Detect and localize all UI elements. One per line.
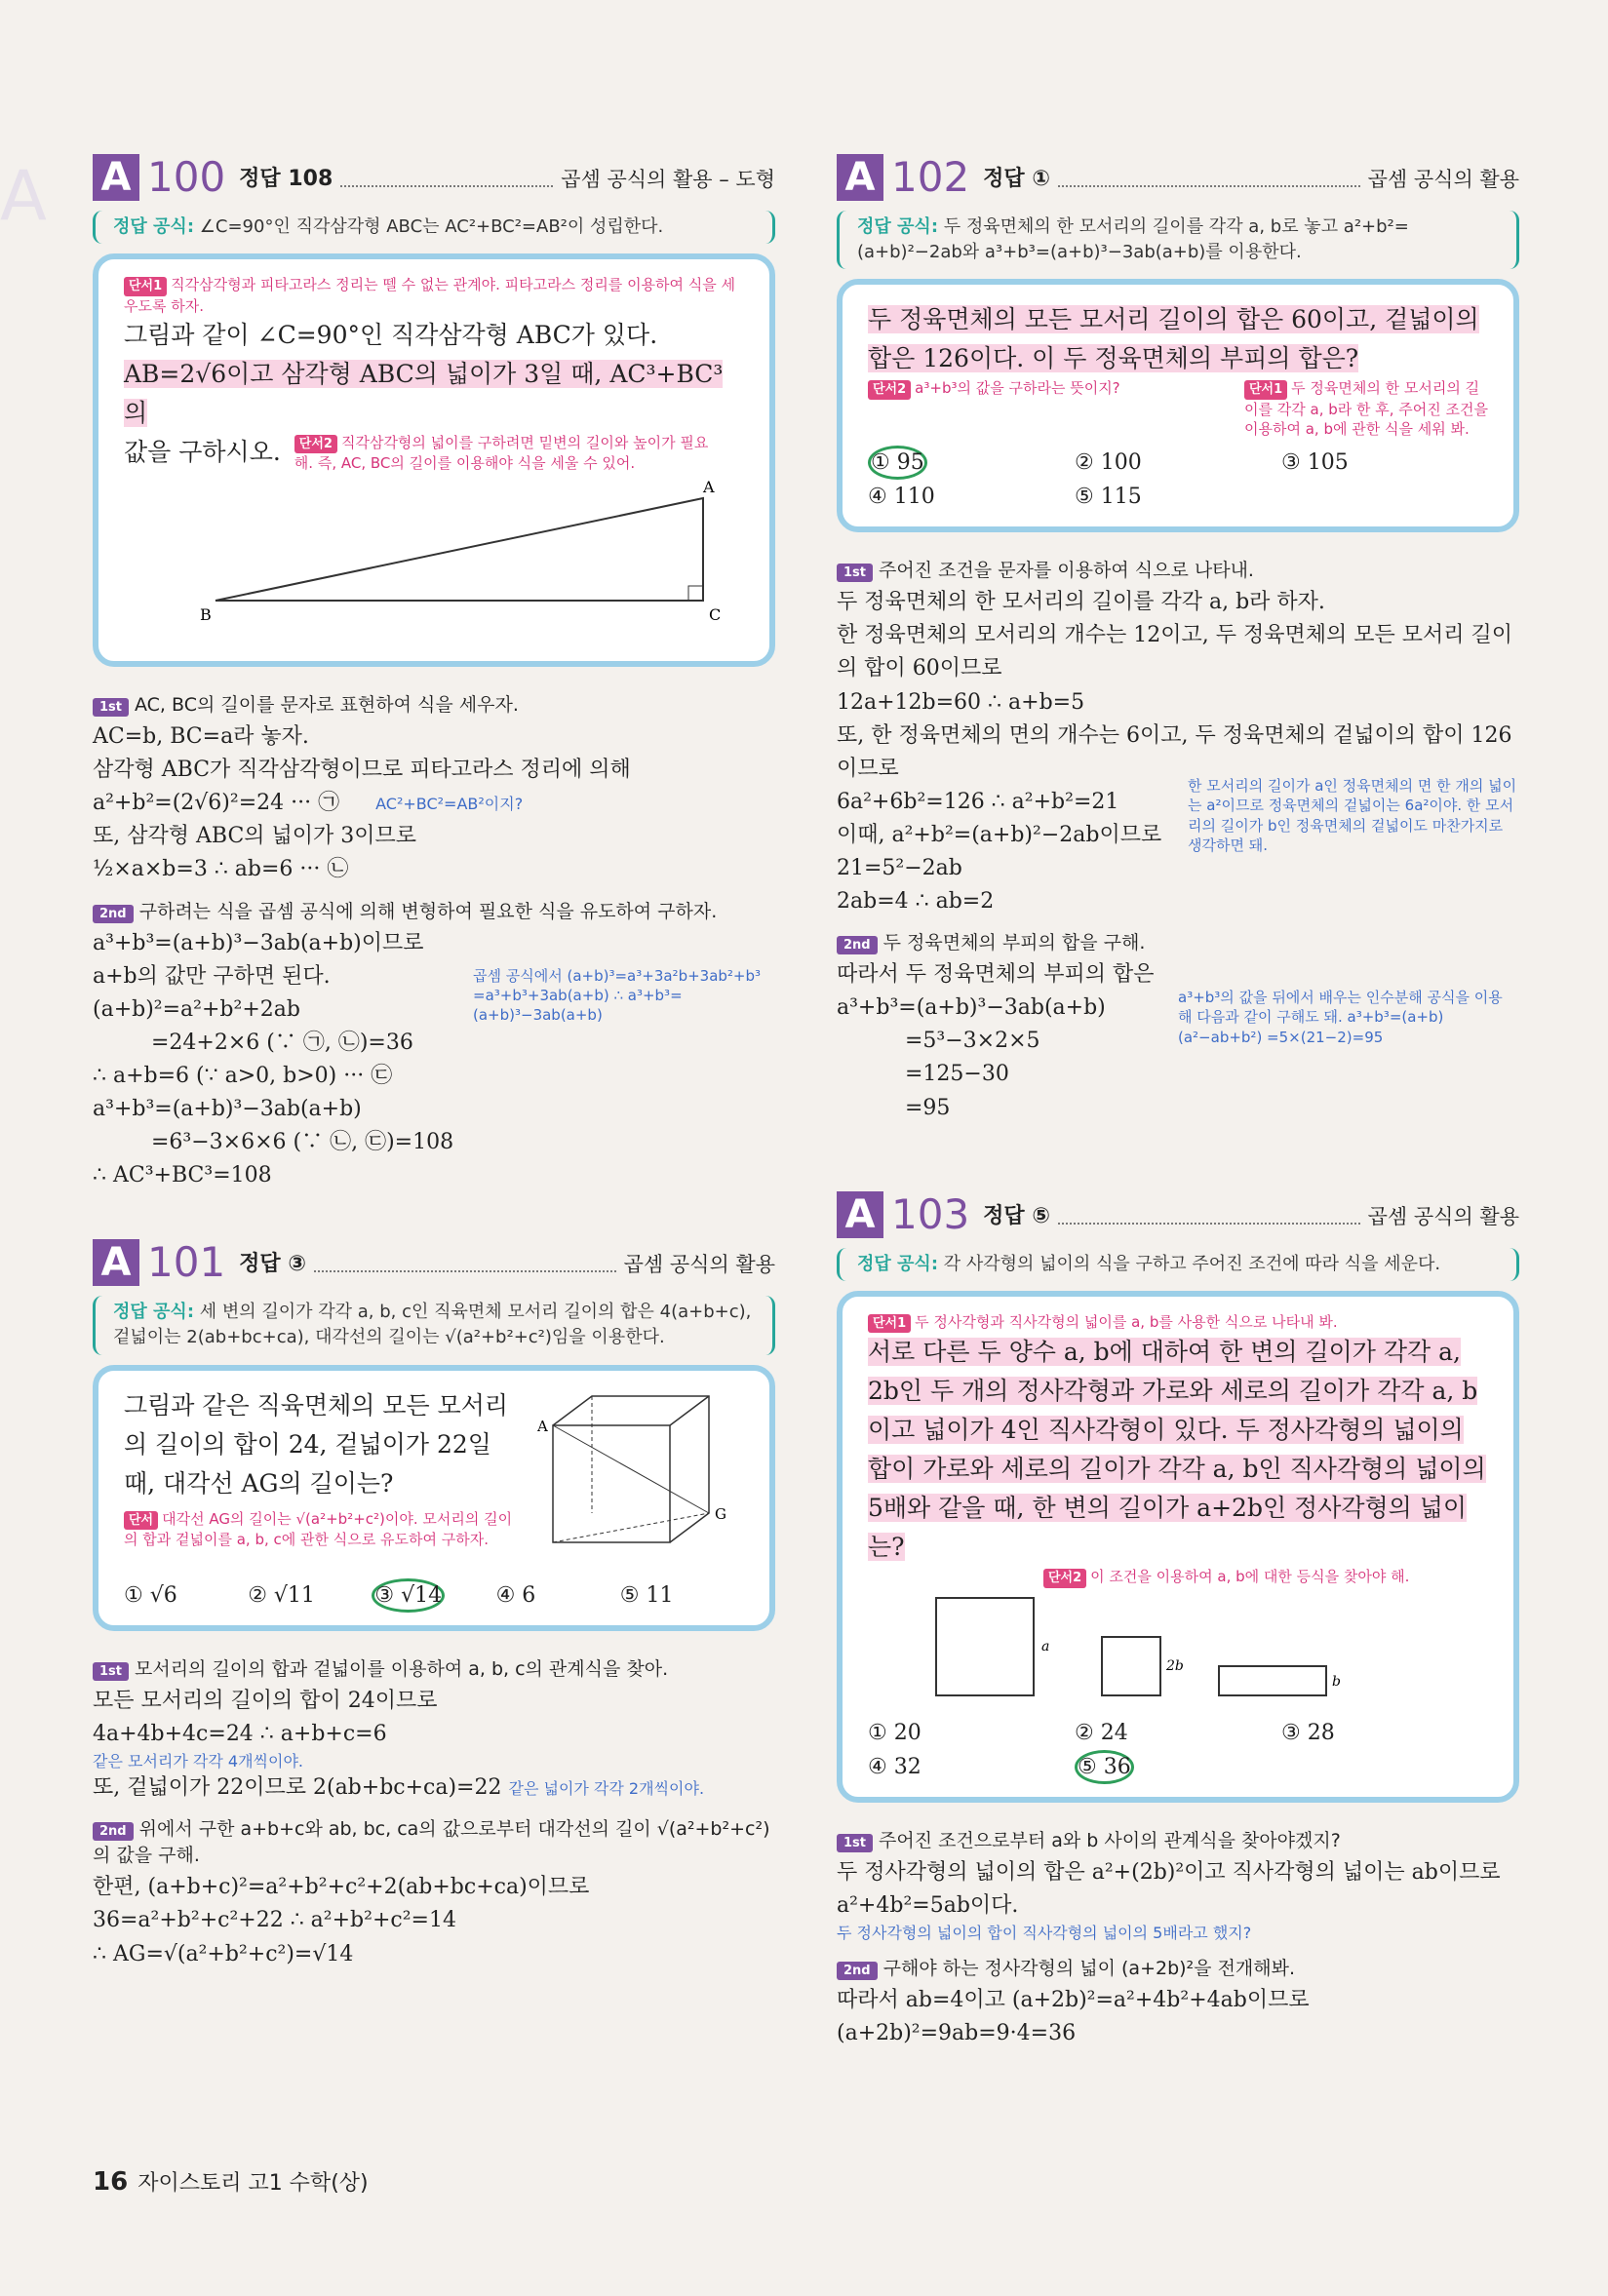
solution-line: =125−30: [905, 1062, 1009, 1087]
solution-line: 또, 삼각형 ABC의 넓이가 3이므로: [93, 824, 417, 849]
hint-tag: 단서2: [294, 435, 337, 454]
choice-list: [868, 448, 1488, 511]
solution-line: 한편, (a+b+c)²=a²+b²+c²+2(ab+bc+ca)이므로: [93, 1875, 590, 1900]
topic-label: 곱셈 공식의 활용 – 도형: [561, 168, 775, 191]
problem-103: [837, 1184, 1519, 2050]
formula-label: 정답 공식:: [113, 216, 195, 237]
label-a: a: [1041, 1638, 1050, 1654]
formula-text: 두 정육면체의 한 모서리의 길이를 각각 a, b로 놓고 a²+b²=(a+b)²−2ab와 a³+b³=(a+b)³−3ab(a+b)를 이용한다.: [857, 216, 1409, 263]
page-number: 16: [93, 2167, 129, 2197]
step-2: [93, 1814, 775, 1867]
choice-1[interactable]: ① √6: [124, 1582, 177, 1608]
solution-line: [93, 1771, 775, 1805]
problem-header: [93, 1231, 775, 1286]
left-column: [93, 146, 775, 2010]
choice-5[interactable]: ⑤ 115: [1075, 485, 1142, 510]
side-note: a³+b³의 값을 뒤에서 배우는 인수분해 공식을 이용해 다음과 같이 구해도 돼. a³+b³=(a+b)(a²−ab+b²) =5×(21−2)=95: [1178, 989, 1503, 1046]
solution-line: 두 정사각형의 넓이의 합은 a²+(2b)²이고 직사각형의 넓이는 ab이므로 a²+4b²=5ab이다.: [837, 1859, 1501, 1918]
topic-label: 곱셈 공식의 활용: [623, 1253, 775, 1277]
step-tag: 2nd: [837, 936, 878, 954]
vertex-g: G: [715, 1504, 726, 1523]
formula-text: 각 사각형의 넓이의 식을 구하고 주어진 조건에 따라 식을 세운다.: [943, 1253, 1441, 1274]
step-1: [93, 690, 775, 717]
step-text: 주어진 조건으로부터 a와 b 사이의 관계식을 찾아야겠지?: [879, 1829, 1341, 1851]
question-line-2: [124, 355, 744, 433]
hint-tag: 단서1: [868, 1314, 911, 1334]
hint-text: 직각삼각형과 피타고라스 정리는 뗄 수 없는 관계야. 피타고라스 정리를 이용하여 식을 세우도록 하자.: [124, 276, 736, 315]
solution-line: a³+b³=(a+b)³−3ab(a+b): [837, 995, 1106, 1021]
solution-line: [93, 787, 775, 820]
side-note: AC²+BC²=AB²이지?: [375, 795, 524, 814]
question-row: [124, 433, 744, 474]
hint-text: 두 정사각형과 직사각형의 넓이를 a, b를 사용한 식으로 나타내 봐.: [915, 1312, 1338, 1331]
hint-tag: 단서2: [868, 380, 911, 400]
choice-list: [124, 1581, 744, 1610]
question-text: 그림과 같은 직육면체의 모든 모서리의 길이의 합이 24, 겉넓이가 22일 때, 대각선 AG의 길이는?: [124, 1390, 509, 1498]
solution-line: =24+2×6 (∵ ㉠, ㉡)=36: [151, 1030, 413, 1055]
step-text: AC, BC의 길이를 문자로 표현하여 식을 세우자.: [135, 694, 519, 717]
solution-text: 또, 겉넓이가 22이므로 2(ab+bc+ca)=22: [93, 1775, 502, 1801]
right-triangle-figure: [186, 479, 732, 625]
answer-label: 정답 ①: [983, 167, 1050, 191]
hint-tag: 단서: [124, 1511, 158, 1531]
solution: [837, 586, 1519, 918]
level-badge: A: [837, 1191, 883, 1238]
problem-100: [93, 146, 775, 1192]
step-tag: 1st: [837, 564, 873, 582]
formula-text: 세 변의 길이가 각각 a, b, c인 직육면체 모서리 길이의 합은 4(a+b+c), 겉넓이는 2(ab+bc+ca), 대각선의 길이는 √(a²+b²+c²)임을 이용한다.: [113, 1302, 752, 1348]
formula-label: 정답 공식:: [113, 1302, 195, 1323]
solution-line: 한 정육면체의 모서리의 개수는 12이고, 두 정육면체의 모든 모서리 길이의 합이 60이므로: [837, 623, 1512, 681]
side-note: 두 정사각형의 넓이의 합이 직사각형의 넓이의 5배라고 했지?: [837, 1924, 1252, 1943]
solution: [837, 1984, 1519, 2050]
hint-text: a³+b³의 값을 구하라는 뜻이지?: [915, 379, 1120, 398]
solution-line: 따라서 두 정육면체의 부피의 합은: [837, 962, 1155, 988]
hint-2: [868, 378, 1229, 439]
answer-formula: [93, 211, 775, 244]
question-row: [124, 1386, 744, 1572]
square-2b: [1102, 1637, 1160, 1695]
choice-4[interactable]: ④ 6: [495, 1582, 536, 1608]
step-text: 구하려는 식을 곱셈 공식에 의해 변형하여 필요한 식을 유도하여 구하자.: [138, 900, 718, 922]
solution-line: 이때, a²+b²=(a+b)²−2ab이므로: [837, 822, 1162, 847]
question-left: [124, 1386, 514, 1572]
solution-line: 삼각형 ABC가 직각삼각형이므로 피타고라스 정리에 의해: [93, 758, 631, 783]
problem-number: 103: [891, 1189, 970, 1238]
vertex-a: A: [537, 1417, 548, 1435]
answer-label: 정답 ⑤: [983, 1203, 1050, 1228]
answer-formula: [837, 1248, 1519, 1281]
correct-mark: ③ √14: [372, 1578, 445, 1613]
solution-line: ∴ a+b=6 (∵ a>0, b>0) ··· ㉢: [93, 1063, 393, 1088]
hint-text: 두 정육면체의 한 모서리의 길이를 각각 a, b라 한 후, 주어진 조건을 이용하여 a, b에 관한 식을 세워 봐.: [1244, 379, 1488, 438]
formula-label: 정답 공식:: [857, 216, 939, 237]
step-1: [837, 556, 1519, 582]
solution-line: a³+b³=(a+b)³−3ab(a+b)이므로: [93, 930, 424, 955]
solution-line: 모든 모서리의 길이의 합이 24이므로: [93, 1688, 438, 1713]
leader-dots: [340, 185, 553, 187]
choice-1[interactable]: ① 20: [868, 1720, 922, 1745]
page-footer: [93, 2166, 369, 2197]
question-box: [93, 253, 775, 667]
triangle-shape: [216, 498, 703, 601]
step-text: 주어진 조건을 문자를 이용하여 식으로 나타내.: [879, 560, 1254, 582]
background-letter: A: [0, 156, 47, 236]
solution-line: 12a+12b=60 ∴ a+b=5: [837, 689, 1085, 715]
answer-formula: [93, 1296, 775, 1354]
step-text: 위에서 구한 a+b+c와 ab, bc, ca의 값으로부터 대각선의 길이 √(a²+b²+c²)의 값을 구해.: [93, 1818, 770, 1867]
cuboid-figure: [524, 1386, 728, 1572]
solution-line: (a+b)²=a²+b²+2ab: [93, 996, 300, 1022]
solution-text: a²+b²=(2√6)²=24 ··· ㉠: [93, 791, 340, 816]
hint-1: [1244, 378, 1488, 439]
label-b: b: [1332, 1673, 1341, 1690]
level-badge: A: [93, 154, 139, 201]
problem-header: [837, 146, 1519, 201]
hint-tag: 단서1: [1244, 380, 1287, 400]
problem-number: 102: [891, 153, 970, 201]
solution-line: 21=5²−2ab: [837, 855, 962, 880]
choice-5[interactable]: ⑤ 11: [619, 1582, 674, 1608]
hint-text: 직각삼각형의 넓이를 구하려면 밑변의 길이와 높이가 필요해. 즉, AC, BC의 길이를 이용해야 식을 세울 수 있어.: [294, 433, 709, 473]
side-note: 같은 모서리가 각각 4개씩이야.: [93, 1751, 303, 1771]
level-badge: A: [93, 1239, 139, 1286]
choice-3[interactable]: ③ 105: [1281, 450, 1349, 476]
step-tag: 1st: [837, 1834, 873, 1852]
hint-tag: 단서1: [124, 277, 167, 296]
answer-label: 정답 ③: [239, 1252, 306, 1277]
solution-line: =95: [905, 1095, 951, 1120]
problem-header: [837, 1184, 1519, 1238]
choice-2[interactable]: ② √11: [248, 1582, 315, 1608]
step-1: [837, 1826, 1519, 1852]
leader-dots: [1058, 1223, 1360, 1225]
step-1: [93, 1654, 775, 1681]
choice-4[interactable]: ④ 32: [868, 1754, 922, 1779]
question-line-3: 값을 구하시오.: [124, 437, 281, 466]
vertex-c: C: [709, 605, 722, 625]
hint-text: 대각선 AG의 길이는 √(a²+b²+c²)이야. 모서리의 길이의 합과 겉넓이를 a, b, c에 관한 식으로 유도하여 구하자.: [124, 1509, 513, 1549]
step-tag: 2nd: [93, 1822, 134, 1841]
choice-3[interactable]: [372, 1581, 495, 1610]
question-highlight: AB=2√6이고 삼각형 ABC의 넓이가 3일 때, AC³+BC³의: [124, 359, 724, 427]
hint: [124, 1509, 514, 1550]
topic-label: 곱셈 공식의 활용: [1367, 168, 1519, 191]
question-highlight: 서로 다른 두 양수 a, b에 대하여 한 변의 길이가 각각 a, 2b인 두 개의 정사각형과 가로와 세로의 길이가 각각 a, b이고 넓이가 4인 직사각형이 있다. 두 정사각형의 넓이의 합이 가로와 세로의 길이가 각각 a, b인 직사각형의 넓이의 5배와 같을 때, 한 변의 길이가 a+2b인 정사각형의 넓이는?: [868, 1338, 1486, 1562]
step-text: 두 정육면체의 부피의 합을 구해.: [882, 932, 1146, 954]
solution: [837, 958, 1519, 1124]
step-tag: 1st: [93, 1662, 129, 1681]
topic-label: 곱셈 공식의 활용: [1367, 1204, 1519, 1228]
answer-label: 정답 108: [239, 167, 333, 191]
side-note: 같은 넓이가 각각 2개씩이야.: [508, 1779, 705, 1799]
solution: [93, 1685, 775, 1806]
choice-2[interactable]: ② 100: [1075, 450, 1142, 476]
hint-1: [868, 1312, 1488, 1334]
solution-line: 4a+4b+4c=24 ∴ a+b+c=6: [93, 1721, 387, 1746]
problem-header: [93, 146, 775, 201]
solution-line: 2ab=4 ∴ ab=2: [837, 889, 995, 915]
formula-text: ∠C=90°인 직각삼각형 ABC는 AC²+BC²=AB²이 성립한다.: [199, 216, 664, 237]
solution-line: =5³−3×2×5: [905, 1029, 1040, 1054]
choice-3[interactable]: ③ 28: [1281, 1720, 1335, 1745]
hint-1: [124, 275, 744, 316]
question-text: [868, 1333, 1488, 1567]
vertex-a: A: [703, 479, 715, 497]
solution: [93, 1871, 775, 1970]
leader-dots: [314, 1270, 616, 1272]
question-box: [837, 279, 1519, 532]
solution-line: =6³−3×6×6 (∵ ㉡, ㉢)=108: [151, 1130, 454, 1155]
solution-line: 36=a²+b²+c²+22 ∴ a²+b²+c²=14: [93, 1908, 456, 1933]
label-2b: 2b: [1166, 1657, 1184, 1674]
solution-line: ½×a×b=3 ∴ ab=6 ··· ㉡: [93, 857, 349, 882]
solution-line: 또, 한 정육면체의 면의 개수는 6이고, 두 정육면체의 겉넓이의 합이 126이므로: [837, 722, 1512, 781]
choice-5[interactable]: [1075, 1753, 1281, 1781]
square-a: [936, 1598, 1034, 1695]
question-highlight: 두 정육면체의 모든 모서리 길이의 합은 60이고, 겉넓이의 합은 126이다. 이 두 정육면체의 부피의 합은?: [868, 305, 1479, 373]
question-box: [93, 1365, 775, 1631]
solution-line: 두 정육면체의 한 모서리의 길이를 각각 a, b라 하자.: [837, 590, 1325, 615]
problem-number: 100: [147, 153, 226, 201]
question-box: [837, 1291, 1519, 1803]
right-column: [837, 146, 1519, 2089]
solution-line: 따라서 ab=4이고 (a+2b)²=a²+4b²+4ab이므로: [837, 1987, 1310, 2012]
right-angle-mark: [688, 586, 703, 601]
solution-line: ∴ AC³+BC³=108: [93, 1163, 272, 1188]
choice-list: [868, 1719, 1488, 1781]
solution: [93, 927, 775, 1193]
hint-text: 이 조건을 이용하여 a, b에 대한 등식을 찾아야 해.: [1090, 1568, 1410, 1586]
question-line-1: 그림과 같이 ∠C=90°인 직각삼각형 ABC가 있다.: [124, 320, 658, 349]
answer-formula: [837, 211, 1519, 269]
step-tag: 2nd: [837, 1962, 878, 1980]
solution-line: a+b의 값만 구하면 된다.: [93, 963, 331, 989]
solution-line: ∴ AG=√(a²+b²+c²)=√14: [93, 1941, 354, 1966]
side-note: 한 모서리의 길이가 a인 정육면체의 면 한 개의 넓이는 a²이므로 정육면체의 겉넓이는 6a²이야. 한 모서리의 길이가 b인 정육면체의 겉넓이도 마찬가지로 생각하면 돼.: [1188, 777, 1517, 854]
side-note: 곱셈 공식에서 (a+b)³=a³+3a²b+3ab²+b³ =a³+b³+3ab(a+b) ∴ a³+b³=(a+b)³−3ab(a+b): [473, 966, 762, 1025]
step-tag: 2nd: [93, 905, 134, 923]
correct-mark: ① 95: [868, 446, 927, 480]
solution: [93, 720, 775, 886]
squares-figure: [926, 1588, 1511, 1705]
hint-row: [868, 378, 1488, 439]
solution-line: a³+b³=(a+b)³−3ab(a+b): [93, 1097, 362, 1122]
choice-2[interactable]: ② 24: [1075, 1720, 1128, 1745]
correct-mark: ⑤ 36: [1075, 1750, 1134, 1784]
problem-102: [837, 146, 1519, 1125]
step-2: [837, 1954, 1519, 1980]
solution-line: AC=b, BC=a라 놓자.: [93, 724, 309, 750]
formula-label: 정답 공식:: [857, 1253, 939, 1274]
question-text: [868, 300, 1488, 378]
step-text: 구해야 하는 정사각형의 넓이 (a+2b)²을 전개해봐.: [882, 1957, 1296, 1979]
leader-dots: [1058, 185, 1360, 187]
hint-tag: 단서2: [1043, 1569, 1086, 1588]
book-title: 자이스토리 고1 수학(상): [137, 2171, 369, 2196]
solution: [837, 1856, 1519, 1944]
rectangle-ab: [1219, 1666, 1326, 1695]
vertex-b: B: [200, 605, 212, 625]
step-text: 모서리의 길이의 합과 겉넓이를 이용하여 a, b, c의 관계식을 찾아.: [135, 1657, 669, 1680]
solution-line: (a+2b)²=9ab=9·4=36: [837, 2020, 1077, 2045]
step-tag: 1st: [93, 698, 129, 717]
step-2: [837, 928, 1519, 954]
problem-number: 101: [147, 1238, 226, 1287]
solution-line: 6a²+6b²=126 ∴ a²+b²=21: [837, 789, 1119, 814]
hint-2: [294, 433, 714, 474]
level-badge: A: [837, 154, 883, 201]
problem-101: [93, 1231, 775, 1970]
choice-4[interactable]: ④ 110: [868, 485, 935, 510]
step-2: [93, 897, 775, 923]
hint-2: [1043, 1567, 1488, 1588]
choice-1[interactable]: [868, 448, 1075, 477]
